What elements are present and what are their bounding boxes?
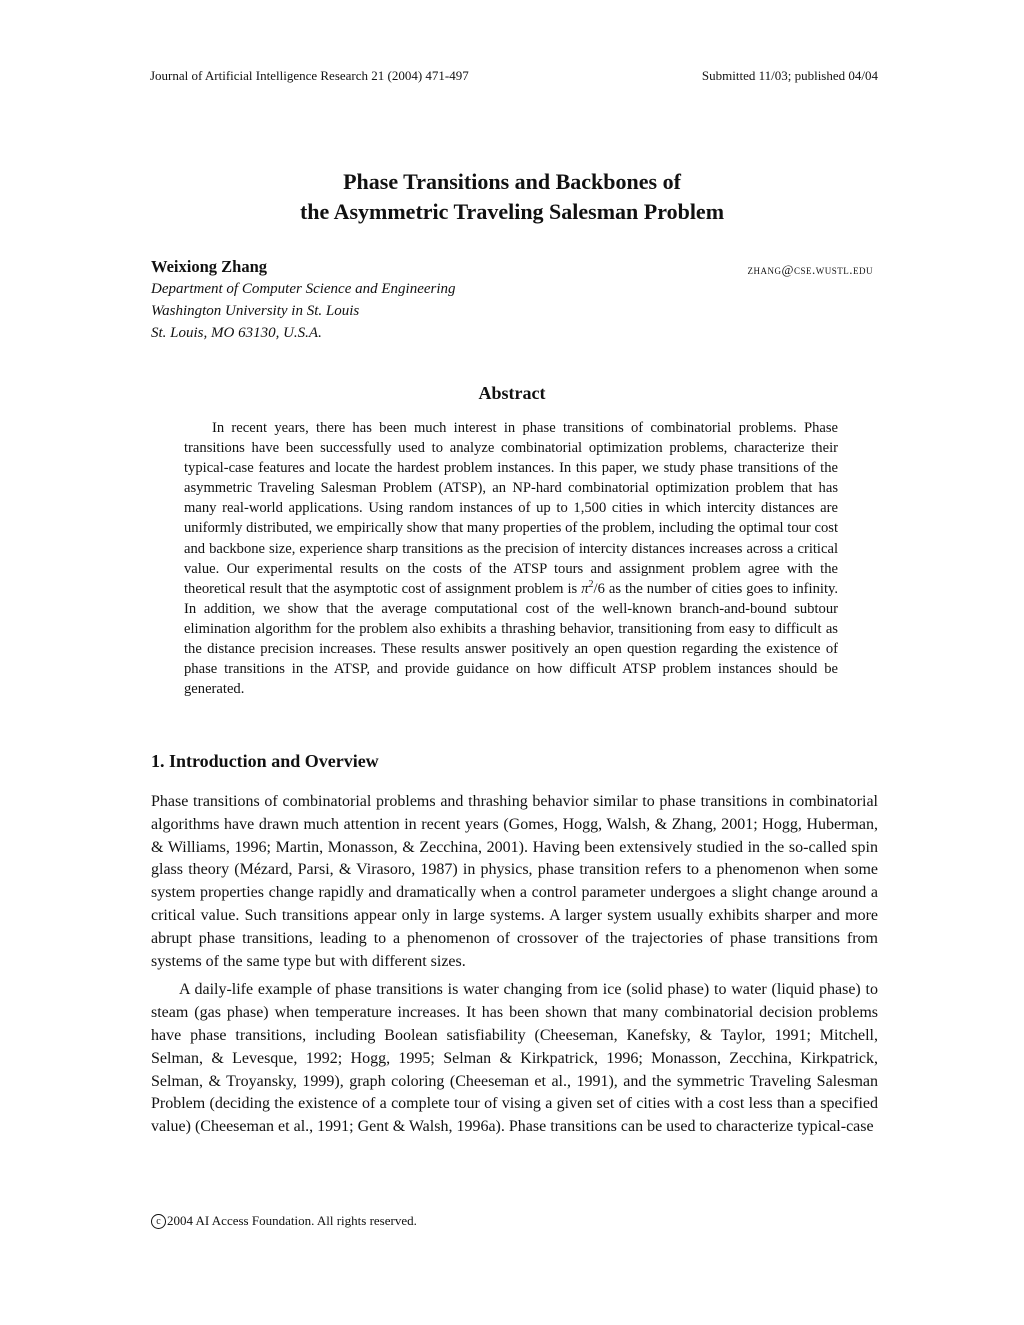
math-exponent: 2: [588, 578, 594, 590]
introduction-body: [151, 791, 878, 1145]
abstract-text: [184, 418, 838, 699]
abstract-text-part-1: In recent years, there has been much interest in phase transitions of combinatorial problems. Phase transitions have been successfully used to analyze combinatorial optimization problems, characterize their typical-case features and locate the hardest problem instances. In this paper, we study phase transitions of the asymmetric Traveling Salesman Problem (ATSP), an NP-hard combinatorial optimization problem that has many real-world applications. Using random instances of up to 1,500 cities in which intercity distances are uniformly distributed, we empirically show that many properties of the problem, including the optimal tour cost and backbone size, experience sharp transitions as the precision of intercity distances increases across a critical value. Our experimental results on the costs of the ATSP tours and assignment problem agree with the theoretical result that the asymptotic cost of assignment problem is: [184, 420, 838, 597]
copyright-footer: [151, 1213, 417, 1229]
author-address: St. Louis, MO 63130, U.S.A.: [151, 325, 322, 341]
title-line-1: Phase Transitions and Backbones of: [343, 169, 681, 194]
math-denominator: /6: [593, 580, 605, 597]
running-header: [150, 68, 878, 84]
copyright-icon: c: [151, 1214, 166, 1229]
title-line-2: the Asymmetric Traveling Salesman Problem: [299, 199, 725, 224]
author-block: [151, 256, 456, 344]
section-heading-introduction: 1. Introduction and Overview: [151, 751, 379, 771]
pi-symbol: π: [581, 580, 589, 597]
abstract-heading: Abstract: [478, 383, 546, 403]
introduction-paragraph-1: Phase transitions of combinatorial problems and thrashing behavior similar to phase transitions in combinatorial algorithms have drawn much attention in recent years (Gomes, Hogg, Walsh, & Zhang, 2001; Hogg, Huberman, & Williams, 1996; Martin, Monasson, & Zecchina, 2001). Having been extensively studied in the so-called spin glass theory (Mézard, Parsi, & Virasoro, 1987) in physics, phase transition refers to a phenomenon when some system properties change rapidly and dramatically when a control parameter undergoes a slight change around a critical value. Such transitions appear only in large systems. A larger system usually exhibits sharper and more abrupt phase transitions, leading to a phenomenon of crossover of the trajectories of phase transitions from systems of the same type but with different sizes.: [151, 793, 878, 970]
author-name: Weixiong Zhang: [151, 257, 267, 276]
journal-citation: Journal of Artificial Intelligence Research 21 (2004) 471-497: [150, 68, 469, 83]
paper-title: [0, 167, 1024, 227]
introduction-paragraph-2: A daily-life example of phase transitions is water changing from ice (solid phase) to water (liquid phase) to steam (gas phase) when temperature increases. It has been shown that many combinatorial decision problems have phase transitions, including Boolean satisfiability (Cheeseman, Kanefsky, & Taylor, 1991; Mitchell, Selman, & Levesque, 1992; Hogg, 1995; Selman & Kirkpatrick, 1996; Monasson, Zecchina, Kirkpatrick, Selman, & Troyansky, 1999), graph coloring (Cheeseman et al., 1991), and the symmetric Traveling Salesman Problem (deciding the existence of a complete tour of vising a given set of cities with a cost less than a specified value) (Cheeseman et al., 1991; Gent & Walsh, 1996a). Phase transitions can be used to characterize typical-case: [151, 981, 878, 1136]
abstract-text-part-2: as the number of cities goes to infinity. In addition, we show that the average computational cost of the well-known branch-and-bound subtour elimination algorithm for the problem also exhibits a thrashing behavior, transitioning from easy to difficult as the distance precision increases. These results answer positively an open question regarding the existence of phase transitions in the ATSP, and provide guidance on how difficult ATSP problem instances should be generated.: [184, 580, 838, 698]
copyright-text: 2004 AI Access Foundation. All rights reserved.: [167, 1213, 417, 1228]
author-department: Department of Computer Science and Engineering: [151, 281, 456, 297]
author-email: zhang@cse.wustl.edu: [747, 262, 873, 277]
author-university: Washington University in St. Louis: [151, 303, 360, 319]
submission-dates: Submitted 11/03; published 04/04: [701, 68, 878, 83]
